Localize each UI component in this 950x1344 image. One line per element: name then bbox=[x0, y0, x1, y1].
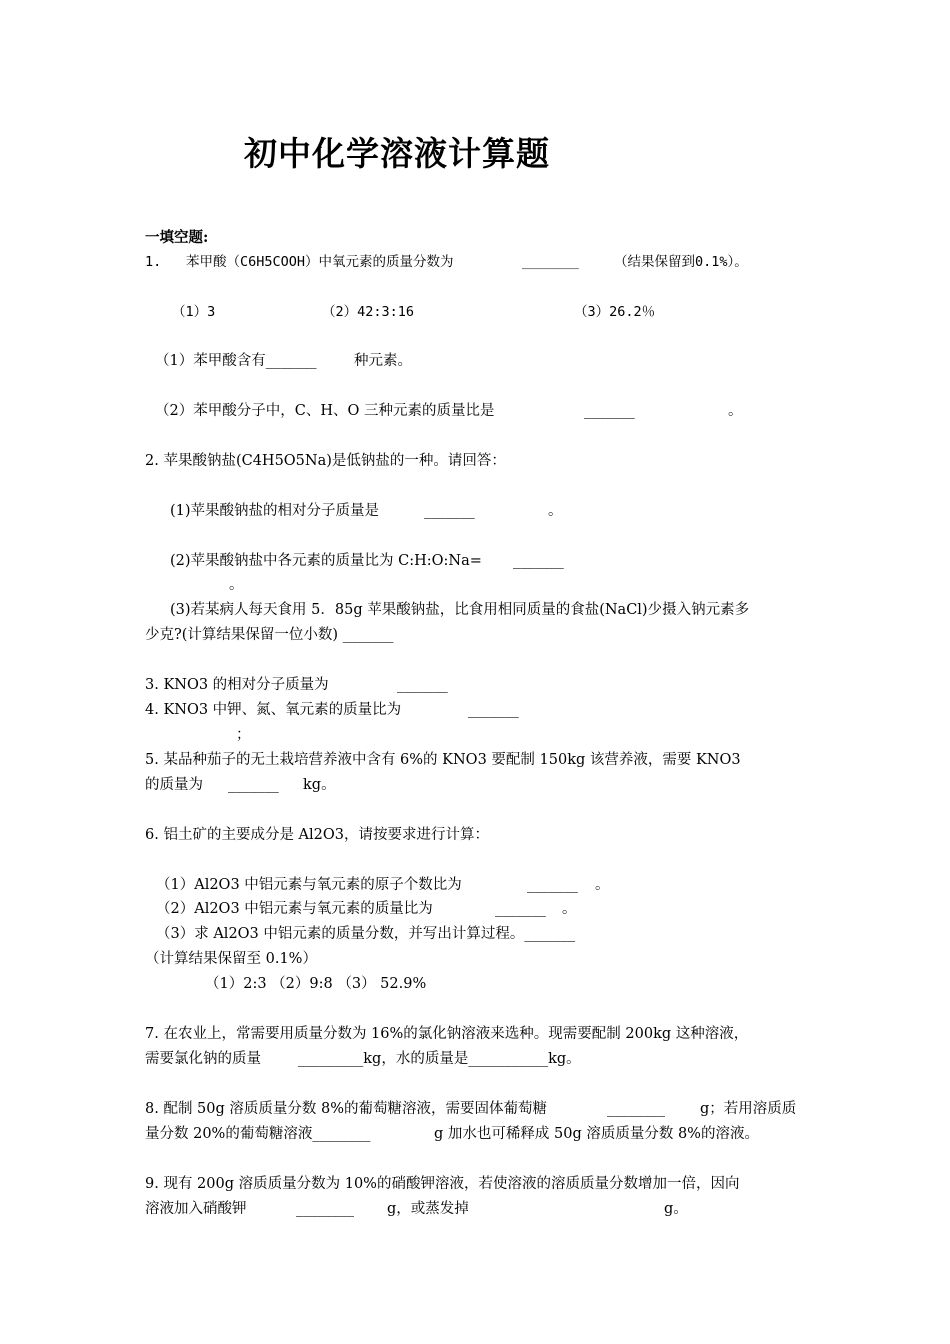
q9-line2: 溶液加入硝酸钾 bbox=[145, 1201, 247, 1217]
q1-answer-2: （2）42:3:16 bbox=[322, 304, 415, 320]
q1-sub1: （1）苯甲酸含有_______ bbox=[155, 353, 317, 369]
q1-answer-1: （1）3 bbox=[172, 304, 216, 320]
q4-end: ； bbox=[236, 727, 251, 743]
q7-line2: 需要氯化钠的质量 bbox=[145, 1051, 261, 1067]
q1-sub2: （2）苯甲酸分子中，C、H、O 三种元素的质量比是 bbox=[155, 403, 495, 419]
q2-sub2-end: 。 bbox=[229, 577, 244, 593]
q9-line2-end: g。 bbox=[664, 1201, 688, 1217]
q5-line2: 的质量为 bbox=[145, 777, 203, 793]
q6-sub3: （3）求 Al2O3 中铝元素的质量分数，并写出计算过程。_______ bbox=[156, 926, 576, 942]
q2-sub2-blank: _______ bbox=[513, 553, 564, 569]
q3-blank: _______ bbox=[397, 677, 448, 693]
q8-line1: 8. 配制 50g 溶质质量分数 8%的葡萄糖溶液，需要固体葡萄糖 bbox=[145, 1101, 548, 1117]
q6-sub1-end: 。 bbox=[595, 877, 610, 893]
q2-sub3-line2: 少克?(计算结果保留一位小数) _______ bbox=[145, 627, 394, 643]
q9-blank: ________ bbox=[296, 1201, 354, 1217]
q4-text: 4. KNO3 中钾、氮、氧元素的质量比为 bbox=[145, 702, 402, 718]
q6-sub2: （2）Al2O3 中铝元素与氧元素的质量比为 bbox=[156, 901, 433, 917]
q8-line2-end: g 加水也可稀释成 50g 溶质质量分数 8%的溶液。 bbox=[434, 1126, 759, 1142]
q2-sub1: (1)苹果酸钠盐的相对分子质量是 bbox=[170, 503, 380, 519]
q1-sub1-end: 种元素。 bbox=[354, 353, 412, 369]
q4-blank: _______ bbox=[468, 702, 519, 718]
q2-sub1-end: 。 bbox=[548, 503, 563, 519]
q5-unit: kg。 bbox=[303, 777, 336, 793]
section-heading: 一填空题: bbox=[145, 229, 209, 246]
q1-stem: 苯甲酸（C6H5COOH）中氧元素的质量分数为 bbox=[186, 254, 454, 270]
q1-answer-3: （3）26.2％ bbox=[574, 304, 656, 320]
q1-sub2-end: 。 bbox=[728, 403, 743, 419]
q2-stem: 2. 苹果酸钠盐(C4H5O5Na)是低钠盐的一种。请回答： bbox=[145, 453, 506, 469]
q1-sub2-blank: _______ bbox=[584, 403, 635, 419]
q3-text: 3. KNO3 的相对分子质量为 bbox=[145, 677, 329, 693]
q1-blank: _______ bbox=[522, 254, 579, 270]
q7-line1: 7. 在农业上，常需要用质量分数为 16%的氯化钠溶液来选种。现需要配制 200kg 这种溶液， bbox=[145, 1026, 749, 1042]
q7-line2-blanks: _________kg，水的质量是___________kg。 bbox=[298, 1051, 581, 1067]
q6-note: （计算结果保留至 0.1%） bbox=[145, 951, 317, 967]
q6-stem: 6. 铝土矿的主要成分是 Al2O3，请按要求进行计算： bbox=[145, 827, 489, 843]
q6-sub2-end: 。 bbox=[562, 901, 577, 917]
page-title: 初中化学溶液计算题 bbox=[244, 134, 550, 173]
q2-sub3-line1: (3)若某病人每天食用 5．85g 苹果酸钠盐，比食用相同质量的食盐(NaCl)少摄入钠元素多 bbox=[170, 602, 750, 618]
q1-number: 1. bbox=[145, 254, 162, 270]
q1-tail: （结果保留到0.1%）。 bbox=[614, 254, 748, 270]
q9-line2-mid: g，或蒸发掉 bbox=[387, 1201, 469, 1217]
q5-blank: _______ bbox=[228, 777, 279, 793]
q2-sub1-blank: _______ bbox=[424, 503, 475, 519]
q8-line2: 量分数 20%的葡萄糖溶液________ bbox=[145, 1126, 371, 1142]
q6-sub2-blank: _______ bbox=[495, 901, 546, 917]
q6-sub1: （1）Al2O3 中铝元素与氧元素的原子个数比为 bbox=[156, 877, 462, 893]
q8-blank: ________ bbox=[607, 1101, 665, 1117]
q2-sub2: (2)苹果酸钠盐中各元素的质量比为 C:H:O:Na= bbox=[170, 553, 482, 569]
q9-line1: 9. 现有 200g 溶质质量分数为 10%的硝酸钾溶液，若使溶液的溶质质量分数增加一倍，因向 bbox=[145, 1176, 740, 1192]
q5-line1: 5. 某品种茄子的无土栽培营养液中含有 6%的 KNO3 要配制 150kg 该营养液，需要 KNO3 bbox=[145, 752, 741, 768]
q6-sub1-blank: _______ bbox=[527, 877, 578, 893]
q6-answers: （1）2:3 （2）9:8 （3） 52.9% bbox=[205, 976, 427, 992]
q8-line1-end: g；若用溶质质 bbox=[700, 1101, 797, 1117]
